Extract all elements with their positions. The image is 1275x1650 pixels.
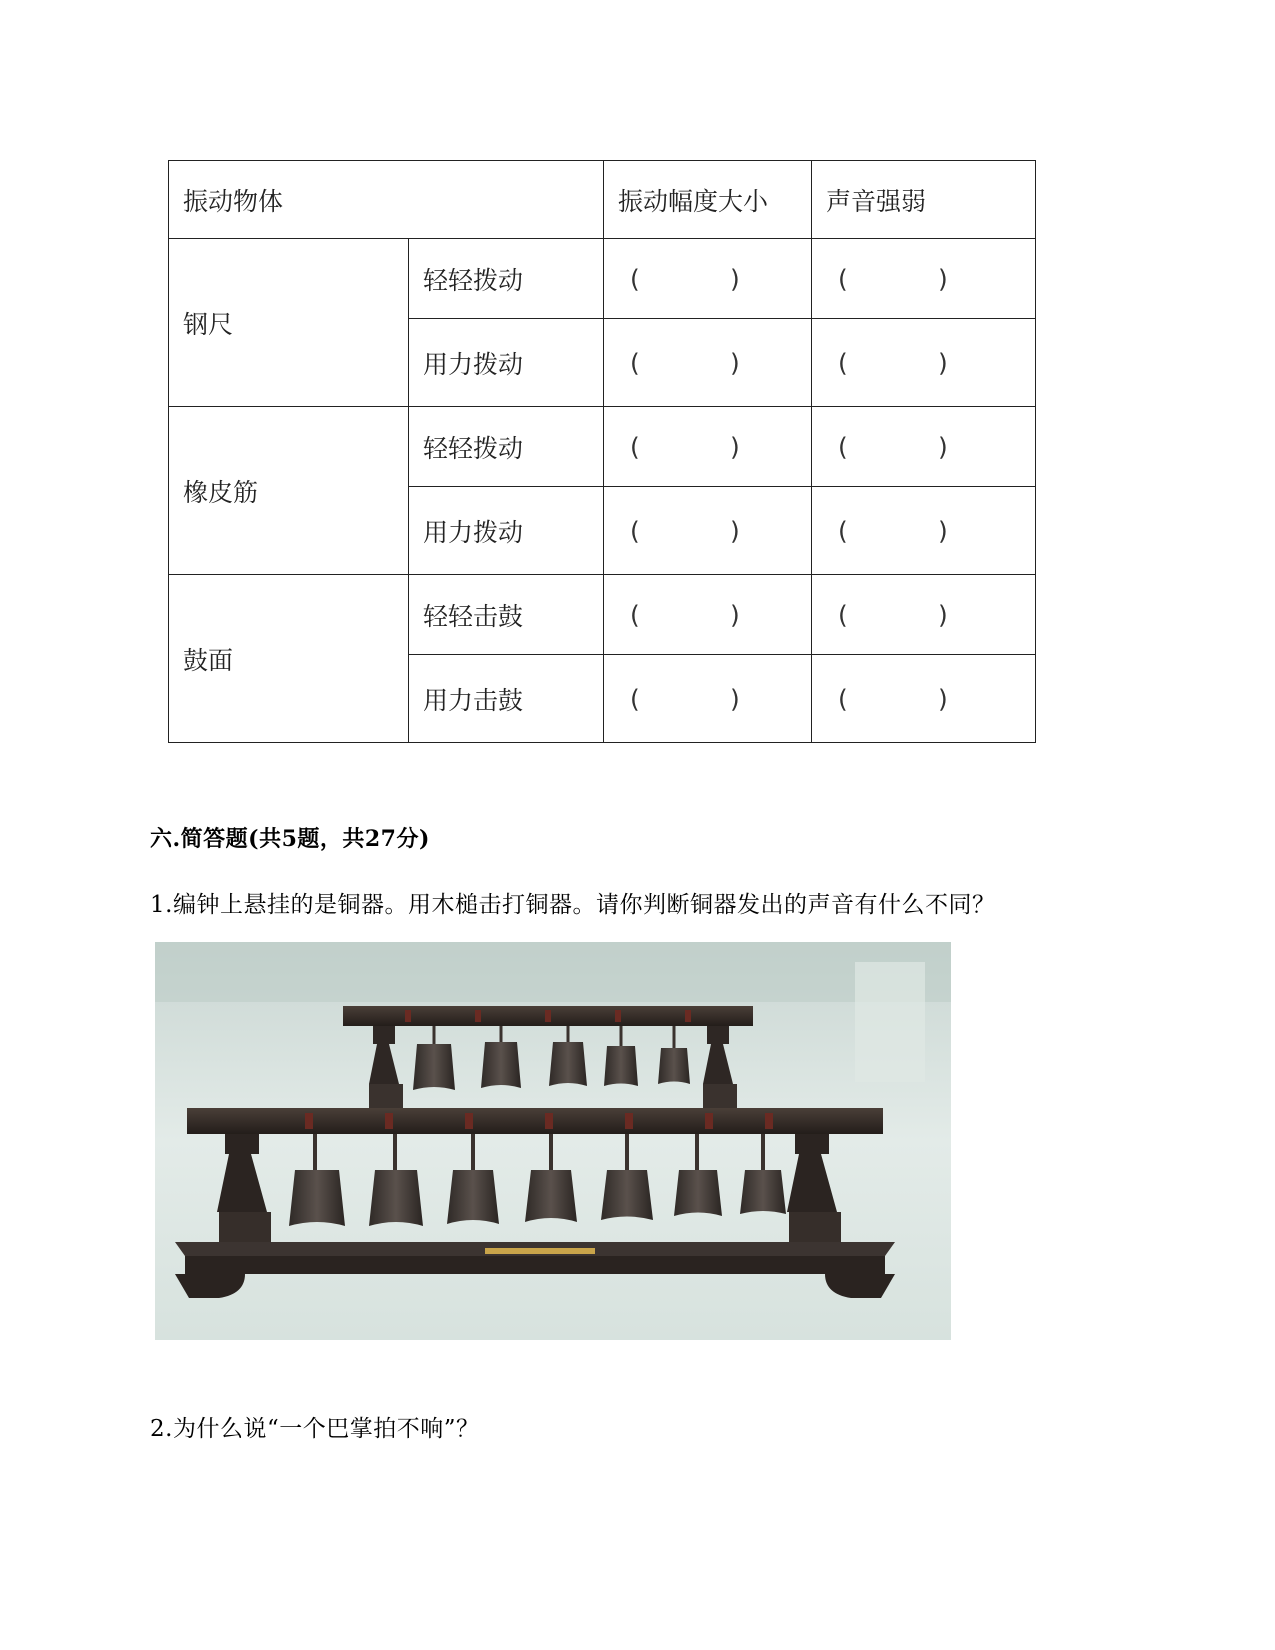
loudness-answer-blank[interactable]: ( ) <box>812 655 1036 743</box>
table-row <box>169 575 1036 655</box>
loudness-answer-blank[interactable]: ( ) <box>812 407 1036 487</box>
chime-bells-photo <box>155 942 951 1340</box>
group-name: 橡皮筋 <box>169 407 409 575</box>
group-name: 钢尺 <box>169 239 409 407</box>
table-row <box>169 407 1036 487</box>
vibration-table <box>168 160 1036 743</box>
amplitude-answer-blank[interactable]: ( ) <box>604 407 812 487</box>
action-cell: 轻轻击鼓 <box>409 575 604 655</box>
amplitude-answer-blank[interactable]: ( ) <box>604 319 812 407</box>
header-amplitude: 振动幅度大小 <box>604 161 812 239</box>
group-name: 鼓面 <box>169 575 409 743</box>
amplitude-answer-blank[interactable]: ( ) <box>604 487 812 575</box>
header-object: 振动物体 <box>169 161 604 239</box>
amplitude-answer-blank[interactable]: ( ) <box>604 575 812 655</box>
action-cell: 用力拨动 <box>409 487 604 575</box>
action-cell: 用力拨动 <box>409 319 604 407</box>
amplitude-answer-blank[interactable]: ( ) <box>604 655 812 743</box>
question-1: 1.编钟上悬挂的是铜器。用木槌击打铜器。请你判断铜器发出的声音有什么不同？ <box>150 892 996 918</box>
action-cell: 轻轻拨动 <box>409 239 604 319</box>
action-cell: 轻轻拨动 <box>409 407 604 487</box>
loudness-answer-blank[interactable]: ( ) <box>812 575 1036 655</box>
header-loudness: 声音强弱 <box>812 161 1036 239</box>
table-row <box>169 239 1036 319</box>
question-2: 2.为什么说“一个巴掌拍不响”？ <box>150 1416 480 1442</box>
loudness-answer-blank[interactable]: ( ) <box>812 319 1036 407</box>
action-cell: 用力击鼓 <box>409 655 604 743</box>
loudness-answer-blank[interactable]: ( ) <box>812 487 1036 575</box>
amplitude-answer-blank[interactable]: ( ) <box>604 239 812 319</box>
table-header-row <box>169 161 1036 239</box>
section-title: 六.简答题(共5题，共27分) <box>150 826 430 852</box>
loudness-answer-blank[interactable]: ( ) <box>812 239 1036 319</box>
